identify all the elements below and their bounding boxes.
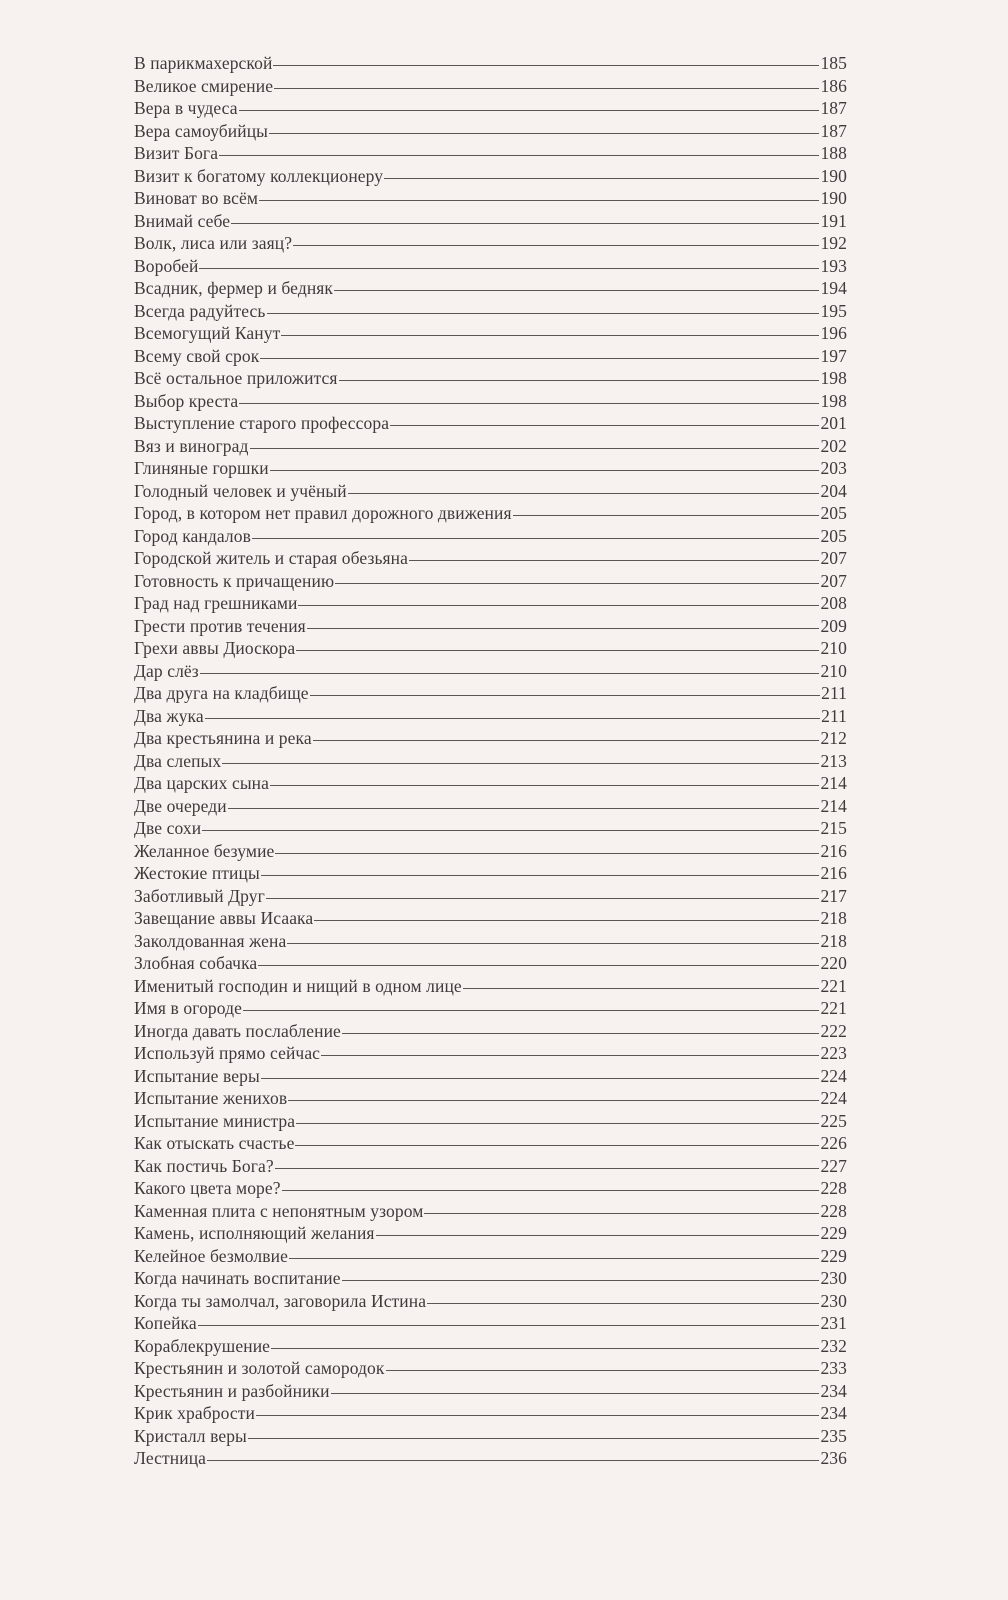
toc-entry: [134, 1110, 847, 1133]
toc-entry: [134, 997, 847, 1020]
toc-entry-title: Келейное безмолвие: [134, 1245, 288, 1266]
toc-entry-title: Камень, исполняющий желания: [134, 1223, 375, 1243]
toc-entry-title: Две сохи: [134, 818, 202, 838]
toc-entry: [134, 772, 847, 795]
toc-entry: [134, 615, 847, 638]
toc-entry-page-number: 187: [820, 98, 847, 118]
toc-entry-page-number: 195: [820, 300, 847, 321]
toc-leader-line: [273, 65, 819, 66]
toc-entry-title: Заколдованная жена: [134, 930, 287, 951]
toc-entry-page-number: 218: [820, 908, 847, 928]
toc-entry-title: Воробей: [134, 255, 199, 276]
toc-entry: [134, 457, 847, 480]
toc-entry: [134, 165, 847, 188]
toc-entry-page-number: 234: [820, 1403, 847, 1423]
toc-leader-line: [202, 830, 819, 831]
toc-entry-page-number: 226: [820, 1133, 847, 1153]
toc-entry-title: Испытание министра: [134, 1110, 296, 1131]
toc-entry-title: Всегда радуйтесь: [134, 300, 266, 321]
toc-entry-title: Выступление старого профессора: [134, 413, 390, 433]
toc-entry-title: Две очереди: [134, 795, 227, 816]
toc-entry-page-number: 193: [820, 255, 847, 276]
toc-entry-page-number: 217: [820, 885, 847, 906]
toc-entry-page-number: 211: [821, 683, 847, 703]
toc-entry: [134, 930, 847, 953]
toc-entry-title: В парикмахерской: [134, 53, 273, 73]
toc-entry: [134, 1020, 847, 1043]
toc-entry: [134, 142, 847, 165]
toc-entry: [134, 300, 847, 323]
toc-entry: [134, 187, 847, 210]
toc-entry-page-number: 191: [820, 210, 847, 231]
toc-entry-page-number: 229: [820, 1245, 847, 1266]
toc-entry-page-number: 232: [820, 1335, 847, 1356]
toc-entry: [134, 570, 847, 593]
toc-leader-line: [205, 718, 820, 719]
toc-entry-page-number: 213: [820, 750, 847, 771]
toc-entry-title: Грести против течения: [134, 615, 306, 636]
toc-entry-page-number: 188: [820, 143, 847, 163]
toc-entry-title: Лестница: [134, 1448, 207, 1468]
toc-entry-title: Два слепых: [134, 750, 222, 771]
toc-entry: [134, 75, 847, 98]
toc-leader-line: [339, 380, 820, 381]
toc-entry-page-number: 220: [820, 953, 847, 973]
toc-entry: [134, 480, 847, 503]
toc-entry-page-number: 185: [820, 53, 847, 73]
toc-entry-page-number: 224: [820, 1065, 847, 1086]
toc-entry-page-number: 208: [820, 593, 847, 613]
toc-entry-title: Визит к богатому коллекционеру: [134, 165, 384, 186]
toc-entry-page-number: 222: [820, 1020, 847, 1041]
toc-entry-page-number: 210: [820, 660, 847, 681]
toc-leader-line: [307, 628, 820, 629]
toc-entry-page-number: 205: [820, 525, 847, 546]
toc-leader-line: [334, 290, 819, 291]
toc-leader-line: [288, 1100, 819, 1101]
toc-entry: [134, 592, 847, 615]
toc-leader-line: [376, 1235, 820, 1236]
toc-entry: [134, 907, 847, 930]
toc-entry-page-number: 186: [820, 75, 847, 96]
toc-leader-line: [207, 1460, 819, 1461]
toc-leader-line: [310, 695, 820, 696]
toc-leader-line: [228, 808, 820, 809]
toc-entry-page-number: 229: [820, 1223, 847, 1243]
toc-entry: [134, 705, 847, 728]
toc-entry-page-number: 209: [820, 615, 847, 636]
toc-leader-line: [513, 515, 820, 516]
toc-entry-title: Заботливый Друг: [134, 885, 265, 906]
toc-entry: [134, 232, 847, 255]
toc-entry-title: Имя в огороде: [134, 998, 242, 1018]
toc-entry: [134, 1222, 847, 1245]
toc-entry: [134, 525, 847, 548]
toc-entry: [134, 1155, 847, 1178]
toc-entry: [134, 862, 847, 885]
toc-entry-title: Всему свой срок: [134, 345, 260, 366]
toc-entry-page-number: 221: [820, 975, 847, 996]
toc-entry-page-number: 190: [820, 188, 847, 208]
toc-leader-line: [271, 1348, 819, 1349]
toc-entry: [134, 547, 847, 570]
toc-entry-title: Крестьянин и разбойники: [134, 1380, 330, 1401]
toc-entry-page-number: 224: [820, 1088, 847, 1108]
toc-entry-page-number: 205: [820, 503, 847, 523]
toc-entry: [134, 1312, 847, 1335]
toc-entry: [134, 1177, 847, 1200]
toc-entry: [134, 322, 847, 345]
toc-entry-title: Визит Бога: [134, 143, 219, 163]
toc-leader-line: [275, 1168, 820, 1169]
toc-entry-title: Всемогущий Канут: [134, 323, 281, 343]
toc-entry-title: Виноват во всём: [134, 188, 259, 208]
toc-entry: [134, 660, 847, 683]
toc-entry-page-number: 190: [820, 165, 847, 186]
toc-entry-title: Испытание женихов: [134, 1088, 288, 1108]
toc-entry-page-number: 233: [820, 1358, 847, 1378]
toc-entry-title: Городской житель и старая обезьяна: [134, 548, 409, 568]
toc-entry-title: Город кандалов: [134, 525, 251, 546]
toc-entry-title: Иногда давать послабление: [134, 1020, 341, 1041]
toc-entry-page-number: 207: [820, 570, 847, 591]
toc-entry: [134, 1402, 847, 1425]
toc-entry-title: Глиняные горшки: [134, 458, 269, 478]
toc-leader-line: [281, 335, 819, 336]
toc-entry: [134, 1380, 847, 1403]
toc-entry-page-number: 223: [820, 1043, 847, 1063]
toc-entry-title: Два крестьянина и река: [134, 728, 312, 748]
toc-leader-line: [200, 673, 820, 674]
toc-leader-line: [331, 1393, 820, 1394]
toc-entry: [134, 367, 847, 390]
toc-leader-line: [274, 88, 819, 89]
toc-leader-line: [314, 920, 819, 921]
toc-leader-line: [386, 1370, 820, 1371]
toc-leader-line: [219, 155, 819, 156]
toc-entry: [134, 885, 847, 908]
table-of-contents: [134, 52, 847, 1470]
toc-leader-line: [296, 1123, 819, 1124]
toc-leader-line: [298, 605, 819, 606]
toc-entry: [134, 412, 847, 435]
toc-entry: [134, 1132, 847, 1155]
toc-entry-title: Завещание аввы Исаака: [134, 908, 314, 928]
toc-leader-line: [256, 1415, 819, 1416]
toc-entry: [134, 52, 847, 75]
toc-entry: [134, 435, 847, 458]
toc-entry-page-number: 187: [820, 120, 847, 141]
toc-entry: [134, 682, 847, 705]
toc-entry: [134, 1065, 847, 1088]
toc-entry-page-number: 207: [820, 548, 847, 568]
toc-entry-title: Злобная собачка: [134, 953, 258, 973]
toc-entry: [134, 975, 847, 998]
toc-leader-line: [270, 785, 819, 786]
toc-entry-title: Волк, лиса или заяц?: [134, 233, 293, 253]
toc-entry-page-number: 203: [820, 458, 847, 478]
toc-entry: [134, 1290, 847, 1313]
toc-entry-page-number: 198: [820, 390, 847, 411]
toc-entry: [134, 120, 847, 143]
toc-leader-line: [266, 898, 820, 899]
toc-entry: [134, 255, 847, 278]
toc-entry-title: Каменная плита с непонятным узором: [134, 1200, 424, 1221]
toc-entry-page-number: 228: [820, 1178, 847, 1198]
toc-leader-line: [261, 1078, 820, 1079]
toc-leader-line: [267, 313, 820, 314]
toc-entry: [134, 1042, 847, 1065]
toc-entry-title: Град над грешниками: [134, 593, 298, 613]
toc-leader-line: [250, 448, 820, 449]
toc-entry-title: Всадник, фермер и бедняк: [134, 278, 334, 298]
toc-entry-page-number: 201: [820, 413, 847, 433]
toc-entry-title: Желанное безумие: [134, 840, 275, 861]
toc-entry-title: Когда ты замолчал, заговорила Истина: [134, 1290, 427, 1311]
toc-leader-line: [261, 875, 820, 876]
toc-entry: [134, 210, 847, 233]
toc-entry-page-number: 214: [820, 773, 847, 793]
toc-leader-line: [260, 358, 819, 359]
toc-entry-page-number: 194: [820, 278, 847, 298]
toc-entry-title: Крестьянин и золотой самородок: [134, 1358, 385, 1378]
toc-entry: [134, 1335, 847, 1358]
toc-entry: [134, 390, 847, 413]
toc-entry: [134, 795, 847, 818]
toc-leader-line: [198, 1325, 820, 1326]
toc-leader-line: [269, 133, 819, 134]
toc-entry: [134, 952, 847, 975]
toc-leader-line: [282, 1190, 820, 1191]
toc-leader-line: [390, 425, 819, 426]
toc-leader-line: [231, 223, 819, 224]
toc-entry-title: Кораблекрушение: [134, 1335, 271, 1356]
toc-entry: [134, 840, 847, 863]
toc-entry-title: Испытание веры: [134, 1065, 260, 1086]
toc-leader-line: [239, 403, 819, 404]
toc-entry-page-number: 192: [820, 233, 847, 253]
toc-entry-page-number: 230: [820, 1268, 847, 1288]
toc-leader-line: [289, 1258, 819, 1259]
toc-entry-page-number: 216: [820, 840, 847, 861]
toc-entry: [134, 1200, 847, 1223]
toc-entry-title: Голодный человек и учёный: [134, 480, 347, 501]
toc-leader-line: [243, 1010, 819, 1011]
toc-entry: [134, 277, 847, 300]
toc-entry: [134, 1245, 847, 1268]
toc-leader-line: [313, 740, 820, 741]
toc-entry-title: Вяз и виноград: [134, 435, 249, 456]
toc-entry: [134, 1425, 847, 1448]
toc-entry: [134, 727, 847, 750]
toc-leader-line: [222, 763, 819, 764]
toc-entry-title: Город, в котором нет правил дорожного движения: [134, 503, 512, 523]
toc-entry-page-number: 221: [820, 998, 847, 1018]
toc-entry-page-number: 210: [820, 638, 847, 658]
toc-entry-title: Выбор креста: [134, 390, 239, 411]
toc-entry-page-number: 230: [820, 1290, 847, 1311]
toc-entry-page-number: 198: [820, 368, 847, 388]
toc-entry: [134, 1267, 847, 1290]
toc-leader-line: [342, 1033, 820, 1034]
toc-leader-line: [342, 1280, 820, 1281]
toc-entry-title: Жестокие птицы: [134, 863, 260, 883]
toc-entry-page-number: 235: [820, 1425, 847, 1446]
toc-entry-page-number: 197: [820, 345, 847, 366]
toc-leader-line: [424, 1213, 819, 1214]
toc-entry: [134, 1357, 847, 1380]
toc-entry: [134, 817, 847, 840]
toc-entry-title: Два жука: [134, 705, 204, 726]
toc-leader-line: [259, 200, 819, 201]
toc-entry-title: Грехи аввы Диоскора: [134, 638, 296, 658]
toc-entry: [134, 750, 847, 773]
toc-entry-page-number: 212: [820, 728, 847, 748]
toc-entry-title: Кристалл веры: [134, 1425, 247, 1446]
toc-entry-title: Копейка: [134, 1313, 197, 1333]
toc-entry-title: Как отыскать счастье: [134, 1133, 295, 1153]
toc-entry: [134, 637, 847, 660]
toc-entry-title: Как постичь Бога?: [134, 1155, 274, 1176]
toc-leader-line: [248, 1438, 820, 1439]
toc-entry-page-number: 227: [820, 1155, 847, 1176]
toc-leader-line: [270, 470, 820, 471]
toc-entry-title: Вера в чудеса: [134, 98, 238, 118]
toc-entry-page-number: 231: [820, 1313, 847, 1333]
toc-entry-title: Какого цвета море?: [134, 1178, 281, 1198]
toc-entry-title: Вера самоубийцы: [134, 120, 269, 141]
toc-entry-title: Всё остальное приложится: [134, 368, 338, 388]
toc-leader-line: [295, 1145, 819, 1146]
toc-entry-title: Именитый господин и нищий в одном лице: [134, 975, 462, 996]
toc-leader-line: [199, 268, 819, 269]
toc-entry-title: Готовность к причащению: [134, 570, 335, 591]
toc-leader-line: [463, 988, 820, 989]
toc-entry-title: Внимай себе: [134, 210, 231, 231]
toc-leader-line: [258, 965, 819, 966]
toc-entry-page-number: 215: [820, 818, 847, 838]
toc-leader-line: [348, 493, 820, 494]
toc-entry-page-number: 228: [820, 1200, 847, 1221]
toc-entry-page-number: 196: [820, 323, 847, 343]
toc-leader-line: [287, 943, 819, 944]
toc-entry-title: Используй прямо сейчас: [134, 1043, 321, 1063]
toc-entry-page-number: 214: [820, 795, 847, 816]
toc-entry-page-number: 204: [820, 480, 847, 501]
toc-leader-line: [239, 110, 820, 111]
toc-leader-line: [275, 853, 819, 854]
toc-leader-line: [384, 178, 819, 179]
toc-entry-title: Великое смирение: [134, 75, 274, 96]
toc-entry-title: Крик храбрости: [134, 1403, 255, 1423]
toc-entry: [134, 97, 847, 120]
toc-entry: [134, 1087, 847, 1110]
toc-entry-title: Когда начинать воспитание: [134, 1268, 341, 1288]
toc-entry-title: Дар слёз: [134, 660, 199, 681]
toc-leader-line: [252, 538, 819, 539]
toc-entry-title: Два друга на кладбище: [134, 683, 309, 703]
toc-leader-line: [427, 1303, 819, 1304]
toc-leader-line: [321, 1055, 819, 1056]
toc-entry-page-number: 202: [820, 435, 847, 456]
toc-leader-line: [293, 245, 819, 246]
toc-entry-page-number: 234: [820, 1380, 847, 1401]
toc-entry-title: Два царских сына: [134, 773, 270, 793]
toc-entry-page-number: 236: [820, 1448, 847, 1468]
toc-entry-page-number: 216: [820, 863, 847, 883]
toc-entry: [134, 502, 847, 525]
toc-entry-page-number: 218: [820, 930, 847, 951]
toc-leader-line: [335, 583, 819, 584]
toc-leader-line: [296, 650, 819, 651]
toc-entry: [134, 345, 847, 368]
toc-leader-line: [409, 560, 819, 561]
toc-entry-page-number: 211: [821, 705, 847, 726]
toc-entry-page-number: 225: [820, 1110, 847, 1131]
toc-entry: [134, 1447, 847, 1470]
